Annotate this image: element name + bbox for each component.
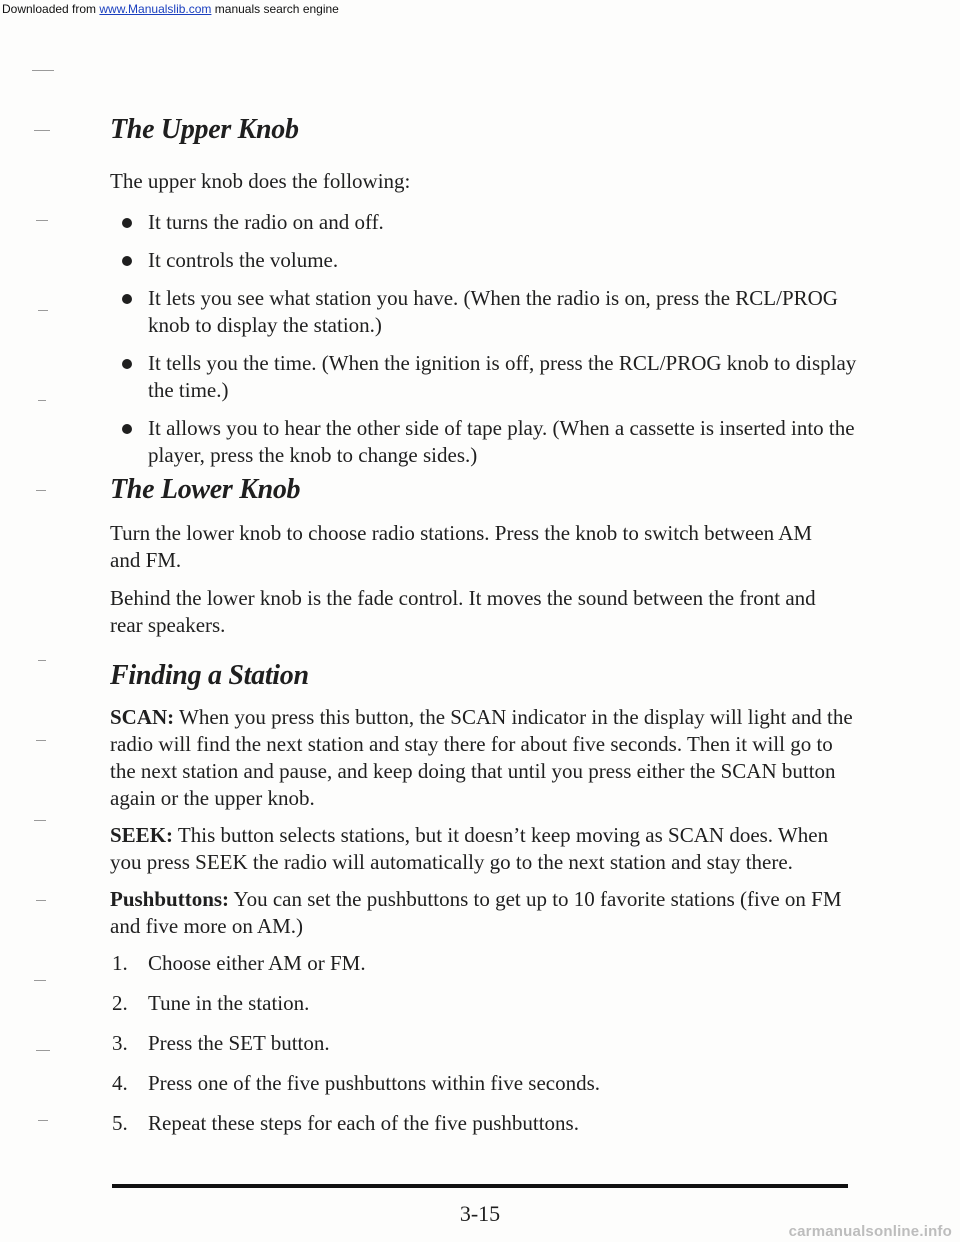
list-item: It lets you see what station you have. (When the radio is on, press the RCL/PROG knob to display the station.) bbox=[110, 285, 870, 339]
heading-upper-knob: The Upper Knob bbox=[110, 114, 299, 145]
lower-knob-paragraph: Turn the lower knob to choose radio stations. Press the knob to switch between AM and FM. bbox=[110, 521, 813, 572]
pushbutton-steps bbox=[110, 950, 855, 1137]
banner-prefix: Downloaded from bbox=[2, 2, 100, 16]
footer-rule bbox=[112, 1184, 848, 1188]
step-text: Press the SET button. bbox=[148, 1031, 330, 1055]
step-number: 1. bbox=[112, 951, 128, 975]
list-item: It allows you to hear the other side of tape play. (When a cassette is inserted into the player, press the knob to change sides.) bbox=[110, 415, 870, 469]
list-item: It tells you the time. (When the ignition is off, press the RCL/PROG knob to display the time.) bbox=[110, 350, 870, 404]
download-banner bbox=[0, 0, 960, 18]
scan-label: SCAN: bbox=[110, 705, 175, 729]
scan-text: When you press this button, the SCAN indicator in the display will light and the radio will find the next station and stay there for about five seconds. Then it will go to the next station and pause, and keep doing that until you press either the SCAN button again or the upper knob. bbox=[110, 705, 853, 810]
step-number: 5. bbox=[112, 1111, 128, 1135]
manualslib-link[interactable]: www.Manualslib.com bbox=[99, 2, 212, 16]
watermark: carmanualsonline.info bbox=[788, 1223, 952, 1240]
seek-label: SEEK: bbox=[110, 823, 174, 847]
step-text: Press one of the five pushbuttons within five seconds. bbox=[148, 1071, 601, 1095]
margin-registration-marks bbox=[32, 60, 56, 1120]
seek-text: This button selects stations, but it doesn’t keep moving as SCAN does. When you press SEEK the radio will automatically go to the next station and stay there. bbox=[110, 823, 829, 874]
list-item bbox=[110, 950, 855, 977]
list-item bbox=[110, 1110, 855, 1137]
upper-knob-intro: The upper knob does the following: bbox=[110, 169, 411, 193]
seek-paragraph bbox=[110, 822, 855, 876]
pushbuttons-paragraph bbox=[110, 886, 855, 940]
step-text: Choose either AM or FM. bbox=[148, 951, 366, 975]
list-item bbox=[110, 1070, 855, 1097]
heading-lower-knob: The Lower Knob bbox=[110, 474, 301, 505]
list-item: It controls the volume. bbox=[110, 247, 870, 274]
page-number: 3-15 bbox=[459, 1201, 501, 1226]
pushbuttons-text: You can set the pushbuttons to get up to 10 favorite stations (five on FM and five more on AM.) bbox=[110, 887, 842, 938]
banner-suffix: manuals search engine bbox=[211, 2, 339, 16]
pushbuttons-label: Pushbuttons: bbox=[110, 887, 230, 911]
step-number: 4. bbox=[112, 1071, 128, 1095]
list-item: It turns the radio on and off. bbox=[110, 209, 870, 236]
heading-finding-station: Finding a Station bbox=[110, 660, 309, 691]
step-text: Repeat these steps for each of the five pushbuttons. bbox=[148, 1111, 579, 1135]
list-item bbox=[110, 990, 855, 1017]
step-number: 2. bbox=[112, 991, 128, 1015]
list-item bbox=[110, 1030, 855, 1057]
lower-knob-paragraph: Behind the lower knob is the fade control. It moves the sound between the front and rear speakers. bbox=[110, 586, 816, 637]
upper-knob-list bbox=[110, 209, 870, 469]
scan-paragraph bbox=[110, 704, 855, 812]
step-number: 3. bbox=[112, 1031, 128, 1055]
step-text: Tune in the station. bbox=[148, 991, 310, 1015]
